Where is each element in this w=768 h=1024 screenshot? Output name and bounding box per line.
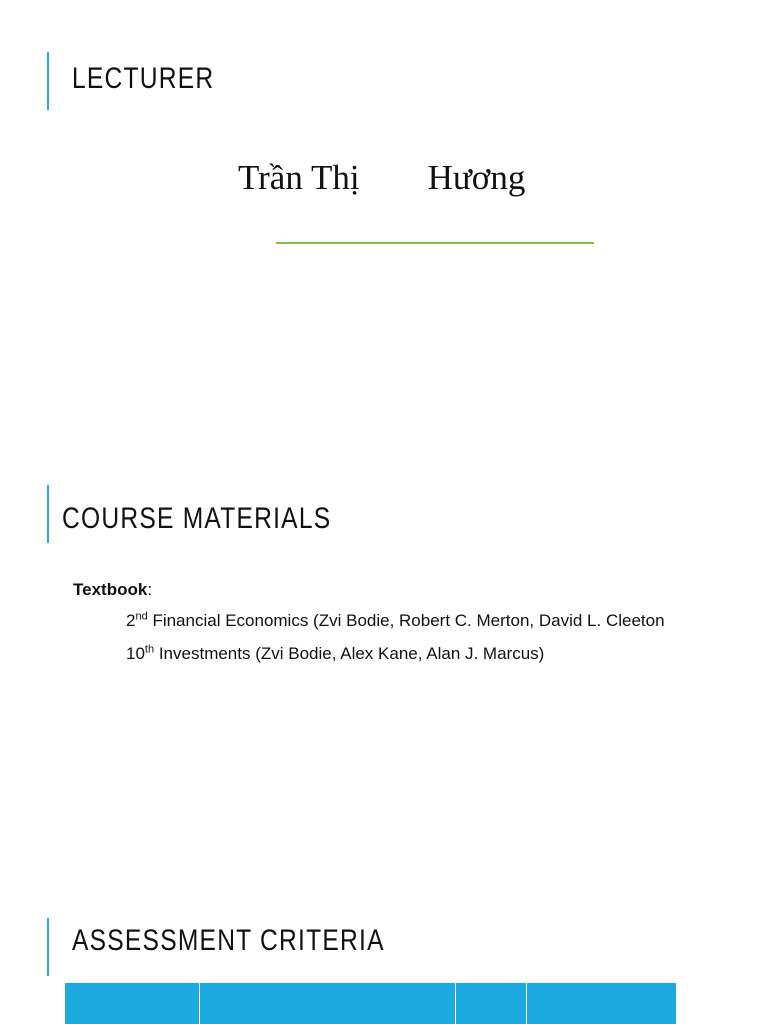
lecturer-name [238,158,525,198]
table-header-cell [456,983,527,1024]
book-item-financial-economics [66,609,676,632]
assessment-heading: ASSESSMENT CRITERIA [72,924,385,957]
course-materials-body [66,578,676,675]
textbook-label-line [73,578,676,601]
book-title: Financial Economics (Zvi Bodie, Robert C. Merton, David L. Cleeton [147,611,665,630]
book-edition: 2 [126,611,136,630]
table-header-cell [65,983,200,1024]
book-title: Investments (Zvi Bodie, Alex Kane, Alan J. Marcus) [154,644,545,663]
lecturer-name-part1: Trần Thị [238,158,360,197]
assessment-table-header [65,983,676,1024]
book-item-investments [66,642,676,665]
table-header-cell [527,983,676,1024]
lecturer-heading: LECTURER [72,62,215,95]
lecturer-name-part2: Hương [427,158,526,197]
book-edition-suffix: th [144,643,155,656]
name-underline [276,242,594,244]
accent-bar-course-materials [47,485,49,543]
textbook-colon: : [147,580,153,599]
textbook-label: Textbook [73,580,148,599]
table-header-cell [200,983,456,1024]
book-edition-suffix: nd [135,610,148,623]
accent-bar-lecturer [47,52,49,110]
accent-bar-assessment [47,918,49,976]
book-edition: 10 [126,644,145,663]
course-materials-heading: COURSE MATERIALS [62,502,332,535]
